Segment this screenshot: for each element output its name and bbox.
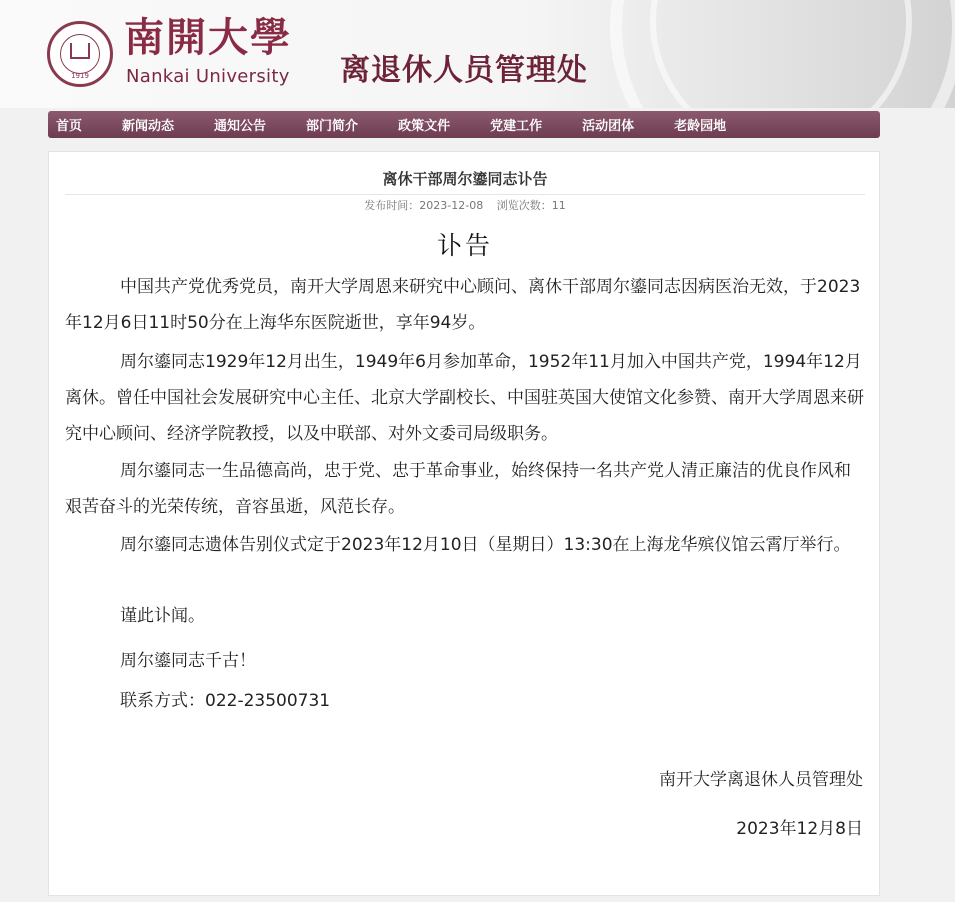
article-panel [48, 151, 880, 896]
university-seal-icon[interactable] [47, 21, 113, 87]
site-header [0, 0, 955, 108]
nav-notices[interactable]: 通知公告 [214, 119, 267, 134]
nav-policies[interactable]: 政策文件 [398, 119, 451, 134]
main-nav [48, 111, 880, 138]
paragraph-4: 周尔鎏同志遗体告别仪式定于2023年12月10日（星期日）13:30在上海龙华殡仪馆云霄厅举行。 [120, 535, 851, 555]
university-logo-text[interactable]: 南開大學 [124, 14, 292, 61]
memorial-line: 周尔鎏同志千古！ [120, 651, 256, 671]
paragraph-1: 中国共产党优秀党员，南开大学周恩来研究中心顾问、离休干部周尔鎏同志因病医治无效，于2023年12月6日11时50分在上海华东医院逝世，享年94岁。 [65, 277, 861, 333]
university-logo-english[interactable]: Nankai University [126, 66, 290, 87]
watermark-seal-inner [650, 0, 912, 108]
nav-about[interactable]: 部门简介 [306, 119, 359, 134]
notice-heading: 讣告 [436, 231, 493, 260]
paragraph-3: 周尔鎏同志一生品德高尚，忠于党、忠于革命事业，始终保持一名共产党人清正廉洁的优良作风和艰苦奋斗的光荣传统，音容虽逝，风范长存。 [65, 461, 851, 517]
title-divider [65, 194, 865, 195]
nav-elderly[interactable]: 老龄园地 [674, 119, 727, 134]
contact-line: 联系方式：022-23500731 [120, 691, 331, 711]
signature-date: 2023年12月8日 [736, 819, 863, 839]
paragraph-2: 周尔鎏同志1929年12月出生，1949年6月参加革命，1952年11月加入中国共产党，1994年12月离休。曾任中国社会发展研究中心主任、北京大学副校长、中国驻英国大使馆文化参赞、南开大学周恩来研究中心顾问、经济学院教授，以及中联部、对外文委司局级职务。 [65, 352, 864, 444]
nav-news[interactable]: 新闻动态 [122, 119, 175, 134]
nav-home[interactable]: 首页 [56, 119, 83, 134]
view-count: 浏览次数：11 [496, 199, 566, 212]
closing-line: 谨此讣闻。 [120, 606, 205, 626]
seal-year: 1919 [71, 72, 89, 80]
nav-party[interactable]: 党建工作 [490, 119, 543, 134]
signature: 南开大学离退休人员管理处 [659, 770, 863, 790]
department-title: 离退休人员管理处 [340, 53, 588, 88]
publish-date: 发布时间：2023-12-08 [364, 199, 484, 212]
nav-activities[interactable]: 活动团体 [582, 119, 635, 134]
article-title: 离休干部周尔鎏同志讣告 [382, 170, 548, 188]
article-meta [65, 197, 865, 213]
